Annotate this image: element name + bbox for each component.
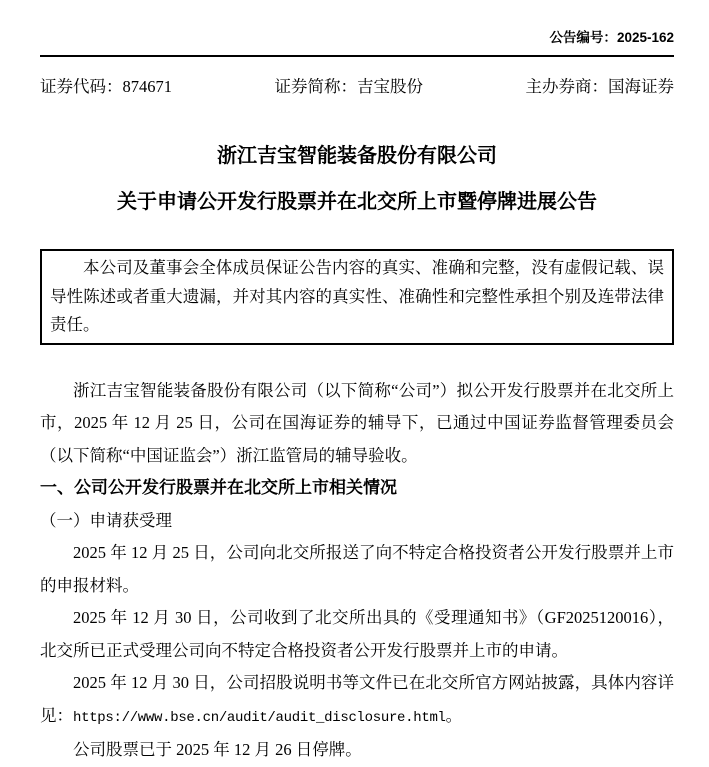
sponsor	[526, 77, 675, 97]
paragraph-acceptance: 2025 年 12 月 30 日，公司收到了北交所出具的《受理通知书》（GF2025120016），北交所已正式受理公司向不特定合格投资者公开发行股票并上市的申请。	[40, 608, 674, 660]
announcement-number-value: 2025-162	[616, 30, 674, 45]
divider-rule	[40, 55, 674, 57]
stock-code-value: 874671	[122, 77, 172, 96]
sponsor-label: 主办券商：	[525, 77, 608, 96]
disclosure-url: https://www.bse.cn/audit/audit_disclosure.html	[73, 709, 446, 726]
disclaimer-box: 本公司及董事会全体成员保证公告内容的真实、准确和完整，没有虚假记载、误导性陈述或者重大遗漏，并对其内容的真实性、准确性和完整性承担个别及连带法律责任。	[40, 249, 674, 345]
stock-code	[40, 77, 172, 97]
announcement-body	[40, 375, 674, 767]
section-heading: 一、公司公开发行股票并在北交所上市相关情况	[40, 478, 397, 497]
stock-name-label: 证券简称：	[274, 77, 357, 96]
announcement-document-page	[0, 30, 709, 760]
stock-name-value: 吉宝股份	[357, 77, 423, 96]
announcement-number	[40, 30, 674, 46]
paragraph-suspension: 公司股票已于 2025 年 12 月 26 日停牌。	[73, 740, 362, 759]
subsection-heading: （一）申请获受理	[40, 510, 172, 530]
paragraph-intro: 浙江吉宝智能装备股份有限公司（以下简称“公司”）拟公开发行股票并在北交所上市，2025 年 12 月 25 日，公司在国海证券的辅导下，已通过中国证券监督管理委员会（以下简称“中国证监会”）浙江监管局的辅导验收。	[40, 380, 674, 465]
sponsor-value: 国海证券	[608, 77, 674, 96]
paragraph-disclosure	[40, 667, 674, 734]
announcement-title: 关于申请公开发行股票并在北交所上市暨停牌进展公告	[117, 191, 597, 213]
paragraph-disclosure-text: 2025 年 12 月 30 日，公司招股说明书等文件已在北交所官方网站披露，具体内容详见：	[40, 673, 674, 725]
stock-name	[275, 77, 424, 97]
stock-code-label: 证券代码：	[40, 77, 123, 96]
paragraph-application: 2025 年 12 月 25 日，公司向北交所报送了向不特定合格投资者公开发行股票并上市的申报材料。	[40, 543, 674, 595]
securities-header	[40, 77, 674, 97]
announcement-number-label: 公告编号：	[549, 30, 617, 45]
paragraph-disclosure-suffix: 。	[445, 705, 463, 725]
company-title: 浙江吉宝智能装备股份有限公司	[217, 145, 497, 167]
